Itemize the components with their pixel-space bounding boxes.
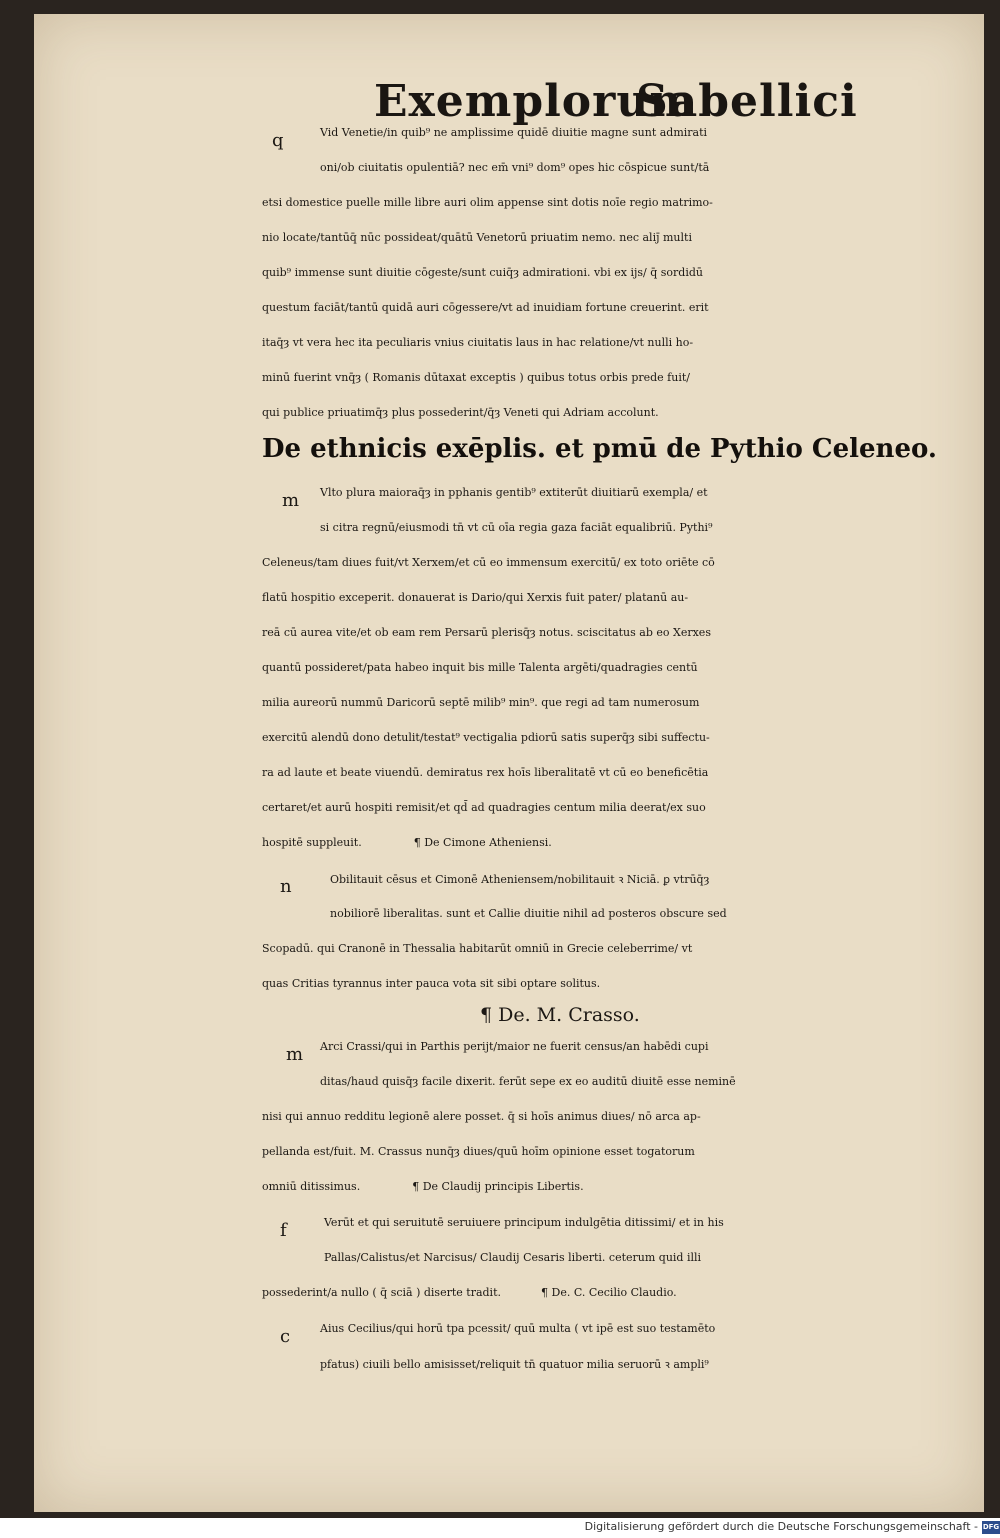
- dfg-logo-icon: DFG: [982, 1521, 1000, 1534]
- text-fragment: omniū ditissimus.: [262, 1180, 361, 1193]
- text-line: exercitū alendū dono detulit/testat⁹ vectigalia pdiorū satis superq̄ȝ sibi suffectu-: [262, 731, 710, 744]
- text-line: Obilitauit cēsus et Cimonē Atheniensem/nobilitauit ꝛ Niciā. ꝑ vtrūq̄ȝ: [330, 873, 710, 886]
- text-line: quib⁹ immense sunt diuitie cōgeste/sunt cuiq̄ȝ admirationi. vbi ex ijs/ q̄ sordidū: [262, 266, 703, 279]
- text-line: Vid Venetie/in quib⁹ ne amplissime quidē diuitie magne sunt admirati: [320, 126, 708, 139]
- guide-letter: f: [280, 1220, 287, 1241]
- guide-letter: c: [280, 1326, 291, 1347]
- text-line: qui publice priuatimq̄ȝ plus possederint/q̄ȝ Veneti qui Adriam accolunt.: [262, 406, 659, 419]
- funding-credit: Digitalisierung gefördert durch die Deutsche Forschungsgemeinschaft -: [584, 1520, 978, 1533]
- subsection-heading: ¶ De. M. Crasso.: [480, 1004, 640, 1026]
- subsection-heading: ¶ De Cimone Atheniensi.: [413, 836, 552, 849]
- text-line: si citra regnū/eiusmodi tn̄ vt cū oīa regia gaza faciāt equalibriū. Pythi⁹: [320, 521, 713, 534]
- section-heading: De ethnicis exēplis. et pmū de Pythio Celeneo.: [262, 434, 937, 464]
- text-line: Arci Crassi/qui in Parthis perijt/maior ne fuerit census/an habēdi cupi: [320, 1040, 709, 1053]
- text-line: nisi qui annuo redditu legionē alere posset. q̄ si hoīs animus diues/ nō arca ap-: [262, 1110, 701, 1123]
- text-line: Scopadū. qui Cranonē in Thessalia habitarūt omniū in Grecie celeberrime/ vt: [262, 942, 693, 955]
- text-fragment: hospitē suppleuit.: [262, 836, 362, 849]
- text-line: nio locate/tantūq̄ nūc possideat/quātū Venetorū priuatim nemo. nec aliȷ̄ multi: [262, 231, 692, 244]
- text-line: quas Critias tyrannus inter pauca vota sit sibi optare solitus.: [262, 977, 601, 990]
- text-line: Aius Cecilius/qui horū tpa pcessit/ quū multa ( vt ipē est suo testamēto: [320, 1322, 716, 1335]
- guide-letter: q: [272, 130, 284, 151]
- subsection-heading: ¶ De Claudij principis Libertis.: [412, 1180, 584, 1193]
- text-line: etsi domestice puelle mille libre auri olim appense sint dotis noīe regio matrimo-: [262, 196, 713, 209]
- text-line: Vlto plura maioraq̄ȝ in pphanis gentib⁹ extiterūt diuitiarū exempla/ et: [320, 486, 708, 499]
- subsection-heading: ¶ De. C. Cecilio Claudio.: [541, 1286, 677, 1299]
- text-line: Verūt et qui seruitutē seruiuere principum indulgētia ditissimi/ et in his: [324, 1216, 724, 1229]
- guide-letter: m: [286, 1044, 304, 1065]
- guide-letter: n: [280, 876, 292, 897]
- text-line: minū fuerint vnq̄ȝ ( Romanis dūtaxat exceptis ) quibus totus orbis prede fuit/: [262, 371, 690, 384]
- text-line: pfatus) ciuili bello amisisset/reliquit tn̄ quatuor milia seruorū ꝛ ampli⁹: [320, 1358, 709, 1371]
- text-line: [262, 836, 1000, 849]
- text-line: [262, 1286, 1000, 1299]
- guide-letter: m: [282, 490, 300, 511]
- footer-bar: [0, 1518, 1000, 1538]
- text-line: ra ad laute et beate viuendū. demiratus rex hoīs liberalitatē vt cū eo beneficētia: [262, 766, 709, 779]
- text-line: questum faciāt/tantū quidā auri cōgessere/vt ad inuidiam fortune creuerint. erit: [262, 301, 709, 314]
- text-line: Celeneus/tam diues fuit/vt Xerxem/et cū eo immensum exercitū/ ex toto oriēte cō: [262, 556, 715, 569]
- text-line: pellanda est/fuit. M. Crassus nunq̄ȝ diues/quū hoīm opinione esset togatorum: [262, 1145, 695, 1158]
- text-line: nobiliorē liberalitas. sunt et Callie diuitie nihil ad posteros obscure sed: [330, 907, 727, 920]
- text-line: milia aureorū nummū Daricorū septē milib⁹ min⁹. que regi ad tam numerosum: [262, 696, 700, 709]
- text-line: reā cū aurea vite/et ob eam rem Persarū plerisq̄ȝ notus. sciscitatus ab eo Xerxes: [262, 626, 711, 639]
- text-fragment: possederint/a nullo ( q̄ sciā ) diserte tradit.: [262, 1286, 501, 1299]
- text-line: flatū hospitio exceperit. donauerat is Dario/qui Xerxis fuit pater/ platanū au-: [262, 591, 689, 604]
- text-line: quantū possideret/pata habeo inquit bis mille Talenta argēti/quadragies centū: [262, 661, 698, 674]
- text-line: certaret/et aurū hospiti remisit/et qd̄ ad quadragies centum milia deerat/ex suo: [262, 801, 706, 814]
- text-line: ditas/haud quisq̄ȝ facile dixerit. ferūt sepe ex eo auditū diuitē esse neminē: [320, 1075, 736, 1088]
- text-line: Pallas/Calistus/et Narcisus/ Claudij Cesaris liberti. ceterum quid illi: [324, 1251, 702, 1264]
- book-page: [34, 14, 984, 1512]
- running-head-right: Sabellici: [636, 76, 858, 127]
- text-line: [262, 1180, 1000, 1193]
- text-line: itaq̄ȝ vt vera hec ita peculiaris vnius ciuitatis laus in hac relatione/vt nulli ho-: [262, 336, 694, 349]
- running-head-left: Exemplorum: [374, 76, 697, 127]
- text-line: oni/ob ciuitatis opulentiā? nec em̄ vni⁹ dom⁹ opes hic cōspicue sunt/tā: [320, 161, 710, 174]
